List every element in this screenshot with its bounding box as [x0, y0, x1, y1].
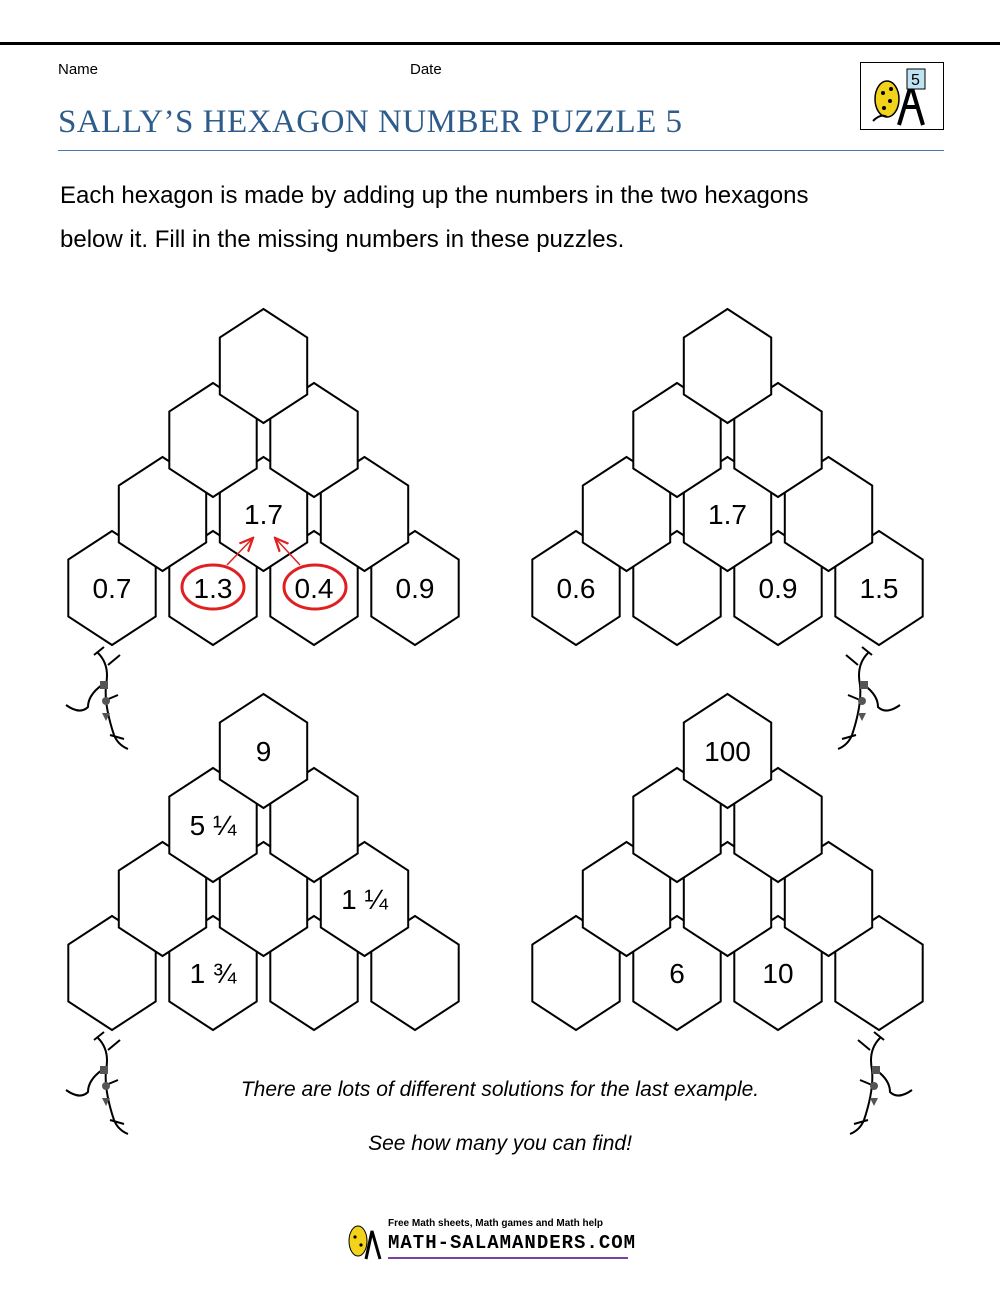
salamander-1-icon	[66, 647, 128, 749]
puzzle-3-value-r2-c0: 5 ¼	[189, 810, 237, 841]
footer-site[interactable]: MATH-SALAMANDERS.COM	[388, 1232, 637, 1254]
puzzle-1-value-r0-c1: 1.3	[193, 573, 233, 604]
footer-salamander-icon	[340, 1217, 384, 1263]
puzzle-3-value-r0-c1: 1 ¾	[189, 958, 237, 989]
note-line-1: There are lots of different solutions for the last example.	[240, 1078, 760, 1101]
salamander-2-icon	[838, 647, 900, 749]
puzzle-1-value-r1-c1: 1.7	[244, 499, 283, 530]
name-label: Name	[58, 61, 99, 78]
puzzle-3-value-r3-c0: 9	[255, 736, 272, 767]
page-title: SALLY’S HEXAGON NUMBER PUZZLE 5	[58, 104, 683, 140]
puzzle-2-value-r1-c1: 1.7	[708, 499, 747, 530]
puzzle-1-value-r0-c0: 0.7	[92, 573, 132, 604]
instructions-line-1: Each hexagon is made by adding up the numbers in the two hexagons	[60, 182, 809, 209]
puzzle-4-value-r0-c1: 6	[669, 958, 685, 989]
puzzle-2-value-r0-c0: 0.6	[556, 573, 596, 604]
puzzle-2-value-r0-c3: 1.5	[859, 573, 899, 604]
date-label: Date	[410, 61, 442, 78]
puzzle-1-value-r0-c3: 0.9	[395, 573, 435, 604]
footer-logo[interactable]	[340, 1215, 650, 1265]
footer-underline	[388, 1257, 628, 1259]
puzzle-1-value-r0-c2: 0.4	[294, 573, 334, 604]
note-line-2: See how many you can find!	[368, 1132, 632, 1155]
puzzle-3-value-r1-c2: 1 ¼	[341, 884, 388, 915]
footer-tagline: Free Math sheets, Math games and Math help	[388, 1218, 604, 1229]
puzzle-2-value-r0-c2: 0.9	[758, 573, 798, 604]
grade-badge: 5	[911, 72, 920, 89]
puzzle-4-value-r3-c0: 100	[704, 736, 751, 767]
puzzle-4-value-r0-c2: 10	[762, 958, 794, 989]
instructions-line-2: below it. Fill in the missing numbers in these puzzles.	[60, 226, 625, 253]
